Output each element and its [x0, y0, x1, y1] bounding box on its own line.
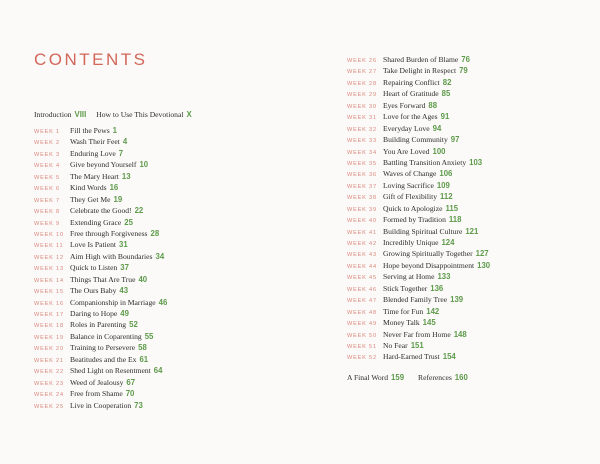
- entry-page-number: 43: [119, 286, 129, 296]
- toc-entry[interactable]: [347, 271, 490, 282]
- introduction-label[interactable]: Introduction: [34, 110, 72, 119]
- entry-title: Love for the Ages: [383, 112, 438, 122]
- toc-entry[interactable]: [347, 123, 490, 134]
- toc-entry[interactable]: [34, 342, 167, 353]
- entry-title: Incredibly Unique: [383, 238, 439, 247]
- week-label: WEEK 39: [347, 206, 377, 213]
- toc-entry[interactable]: [347, 214, 490, 225]
- week-label: WEEK 4: [34, 163, 60, 170]
- entry-page-number: 37: [120, 263, 129, 273]
- toc-entry[interactable]: [34, 159, 167, 170]
- entry-title: They Get Me: [70, 194, 111, 204]
- entry-title: No Fear: [383, 340, 408, 350]
- week-label: WEEK 7: [34, 197, 60, 204]
- entry-title: Enduring Love: [70, 148, 116, 158]
- entry-page-number: 22: [134, 206, 144, 216]
- entry-title: Eyes Forward: [383, 100, 426, 110]
- entry-title: Things That Are True: [70, 274, 136, 284]
- entry-page-number: 148: [453, 329, 467, 339]
- entry-title: Balance in Coparenting: [70, 331, 142, 341]
- how-to-use-label[interactable]: How to Use This Devotional: [96, 110, 184, 119]
- entry-title: Daring to Hope: [70, 309, 118, 318]
- entry-page-number: 118: [448, 215, 462, 225]
- toc-entry[interactable]: [347, 168, 490, 179]
- references-page-number: 160: [454, 373, 468, 382]
- week-label: WEEK 25: [34, 403, 64, 410]
- entry-page-number: 91: [440, 112, 450, 122]
- entry-title: Blended Family Tree: [383, 295, 448, 305]
- entry-page-number: 31: [118, 240, 128, 250]
- entry-page-number: 4: [122, 137, 128, 147]
- entry-page-number: 103: [469, 157, 483, 167]
- entry-title: Building Spiritual Culture: [383, 226, 463, 236]
- entry-page-number: 106: [439, 169, 453, 179]
- entry-title: Money Talk: [383, 318, 420, 328]
- toc-entry[interactable]: [34, 285, 167, 296]
- toc-entry[interactable]: [34, 297, 167, 308]
- week-label: WEEK 35: [347, 160, 377, 167]
- toc-entry[interactable]: [34, 377, 167, 388]
- week-label: WEEK 51: [347, 343, 377, 350]
- week-label: WEEK 50: [347, 332, 377, 339]
- toc-entry[interactable]: [34, 308, 167, 319]
- week-label: WEEK 15: [34, 289, 64, 296]
- week-label: WEEK 2: [34, 140, 60, 147]
- week-label: WEEK 3: [34, 151, 60, 158]
- entry-title: Beatitudes and the Ex: [70, 354, 137, 364]
- toc-entry[interactable]: [347, 317, 490, 328]
- entry-page-number: 55: [144, 331, 154, 341]
- toc-entry[interactable]: [347, 157, 490, 168]
- entry-page-number: 79: [459, 66, 468, 76]
- entry-title: Quick to Apologize: [383, 203, 443, 213]
- toc-entry[interactable]: [34, 171, 167, 182]
- week-label: WEEK 20: [34, 346, 64, 353]
- entry-title: Companionship in Marriage: [70, 297, 156, 307]
- toc-entry[interactable]: [347, 306, 490, 317]
- entry-title: Time for Fun: [383, 306, 424, 316]
- entry-title: Hard-Earned Trust: [383, 352, 440, 362]
- toc-entry[interactable]: [347, 329, 490, 340]
- week-label: WEEK 13: [34, 266, 64, 273]
- entry-title: Extending Grace: [70, 217, 122, 227]
- entry-page-number: 46: [158, 297, 168, 307]
- toc-entry[interactable]: [34, 400, 167, 411]
- entry-title: Waves of Change: [383, 169, 437, 179]
- entry-page-number: 70: [125, 389, 135, 399]
- week-label: WEEK 1: [34, 129, 60, 135]
- entry-title: Take Delight in Respect: [383, 66, 457, 76]
- toc-entry[interactable]: [347, 237, 490, 248]
- toc-entry[interactable]: [347, 54, 490, 65]
- week-label: WEEK 12: [34, 254, 64, 261]
- entry-title: Stick Together: [383, 283, 428, 293]
- entry-page-number: 133: [437, 272, 451, 282]
- entry-title: Gift of Flexibility: [383, 192, 437, 202]
- entry-title: Quick to Listen: [70, 263, 118, 273]
- toc-entry[interactable]: [34, 388, 167, 399]
- toc-entry[interactable]: [34, 228, 167, 239]
- entry-page-number: 58: [138, 343, 147, 353]
- entry-page-number: 154: [442, 352, 456, 362]
- toc-entry[interactable]: [347, 88, 490, 99]
- entry-page-number: 28: [150, 228, 160, 238]
- final-word-label[interactable]: A Final Word: [347, 373, 389, 382]
- toc-entry[interactable]: [347, 146, 490, 157]
- entry-page-number: 34: [155, 251, 165, 261]
- intro-line: [34, 110, 192, 119]
- entry-page-number: 61: [139, 354, 149, 364]
- week-label: WEEK 33: [347, 138, 377, 145]
- week-label: WEEK 38: [347, 195, 377, 202]
- entry-title: Heart of Gratitude: [383, 89, 439, 99]
- entry-page-number: 85: [441, 89, 451, 99]
- entry-page-number: 73: [134, 400, 143, 410]
- entry-title: The Mary Heart: [70, 171, 119, 181]
- entry-title: Roles in Parenting: [70, 320, 127, 330]
- entry-title: Never Far from Home: [383, 329, 451, 339]
- entry-title: Battling Transition Anxiety: [383, 157, 467, 167]
- entry-title: Aim High with Boundaries: [70, 251, 153, 261]
- entry-page-number: 112: [440, 192, 453, 202]
- entry-page-number: 52: [129, 320, 138, 330]
- week-label: WEEK 43: [347, 252, 377, 259]
- entry-title: Give beyond Yourself: [70, 160, 137, 170]
- toc-entry[interactable]: [34, 205, 167, 216]
- entry-title: Free from Shame: [70, 389, 123, 399]
- toc-entry[interactable]: [34, 217, 167, 228]
- week-label: WEEK 41: [347, 229, 377, 236]
- week-label: WEEK 46: [347, 286, 377, 293]
- entry-title: Everyday Love: [383, 123, 430, 133]
- entry-page-number: 25: [124, 217, 133, 227]
- entry-title: Weed of Jealousy: [70, 377, 124, 387]
- entry-page-number: 115: [445, 203, 459, 213]
- week-label: WEEK 21: [34, 357, 64, 364]
- entry-page-number: 151: [410, 340, 424, 350]
- entry-title: The Ours Baby: [70, 286, 117, 296]
- entry-page-number: 136: [430, 283, 444, 293]
- entry-page-number: 19: [113, 194, 123, 204]
- entry-page-number: 40: [138, 274, 148, 284]
- entry-title: Live in Cooperation: [70, 400, 132, 410]
- entry-title: Shared Burden of Blame: [383, 55, 459, 64]
- week-label: WEEK 48: [347, 309, 377, 316]
- toc-entry[interactable]: [347, 260, 490, 271]
- week-label: WEEK 37: [347, 183, 377, 190]
- entry-page-number: 67: [126, 377, 136, 387]
- entry-page-number: 49: [120, 309, 129, 318]
- entry-page-number: 7: [118, 148, 124, 158]
- week-label: WEEK 14: [34, 277, 64, 284]
- entry-page-number: 127: [475, 249, 489, 259]
- introduction-page-number: VIII: [74, 110, 87, 119]
- toc-entry[interactable]: [347, 180, 490, 191]
- page-title: CONTENTS: [34, 50, 148, 69]
- entry-page-number: 94: [432, 123, 442, 133]
- toc-entry[interactable]: [34, 194, 167, 205]
- entry-page-number: 142: [426, 306, 440, 316]
- entry-title: You Are Loved: [383, 146, 430, 156]
- toc-entry[interactable]: [347, 351, 490, 362]
- week-label: WEEK 32: [347, 126, 377, 133]
- week-label: WEEK 9: [34, 220, 60, 227]
- toc-entry[interactable]: [347, 100, 490, 111]
- entry-page-number: 13: [121, 171, 131, 181]
- entry-page-number: 1: [112, 126, 118, 135]
- entry-title: Formed by Tradition: [383, 215, 446, 225]
- toc-entry[interactable]: [34, 262, 167, 273]
- how-to-use-page-number: X: [186, 110, 192, 119]
- toc-entry[interactable]: [347, 191, 490, 202]
- toc-entry[interactable]: [34, 125, 167, 136]
- entry-title: Growing Spiritually Together: [383, 249, 473, 259]
- entry-page-number: 97: [450, 135, 460, 145]
- entry-title: Training to Persevere: [70, 343, 136, 353]
- toc-entry[interactable]: [347, 283, 490, 294]
- week-label: WEEK 36: [347, 172, 377, 179]
- toc-entry[interactable]: [347, 226, 490, 237]
- entry-title: Loving Sacrifice: [383, 180, 434, 190]
- week-label: WEEK 29: [347, 92, 377, 99]
- week-label: WEEK 47: [347, 298, 377, 305]
- week-label: WEEK 52: [347, 355, 377, 362]
- week-label: WEEK 40: [347, 218, 377, 225]
- week-label: WEEK 22: [34, 369, 64, 376]
- toc-entry[interactable]: [34, 136, 167, 147]
- toc-entry[interactable]: [347, 65, 490, 76]
- entry-title: Shed Light on Resentment: [70, 366, 151, 376]
- week-label: WEEK 19: [34, 334, 64, 341]
- week-label: WEEK 24: [34, 392, 64, 399]
- toc-entry[interactable]: [34, 274, 167, 285]
- week-label: WEEK 30: [347, 103, 377, 110]
- toc-entry[interactable]: [34, 319, 167, 330]
- week-label: WEEK 11: [34, 243, 64, 250]
- week-label: WEEK 5: [34, 174, 60, 181]
- week-label: WEEK 17: [34, 312, 64, 318]
- entry-title: Kind Words: [70, 183, 107, 193]
- week-label: WEEK 31: [347, 115, 377, 122]
- entry-title: Serving at Home: [383, 272, 435, 282]
- week-label: WEEK 27: [347, 69, 377, 76]
- week-label: WEEK 18: [34, 323, 64, 330]
- toc-entry[interactable]: [34, 148, 167, 159]
- entry-title: Repairing Conflict: [383, 77, 440, 87]
- entry-page-number: 64: [153, 366, 163, 376]
- contents-column-right: [347, 54, 490, 363]
- references-label[interactable]: References: [418, 373, 452, 382]
- toc-entry[interactable]: [347, 294, 490, 305]
- entry-page-number: 124: [441, 238, 455, 247]
- toc-entry[interactable]: [347, 340, 490, 351]
- week-label: WEEK 42: [347, 241, 377, 247]
- toc-entry[interactable]: [34, 251, 167, 262]
- toc-entry[interactable]: [34, 239, 167, 250]
- week-label: WEEK 10: [34, 231, 64, 238]
- entry-page-number: 130: [477, 260, 491, 270]
- entry-title: Love Is Patient: [70, 240, 116, 250]
- toc-entry[interactable]: [347, 77, 490, 88]
- toc-entry[interactable]: [347, 203, 490, 214]
- entry-title: Celebrate the Good!: [70, 206, 132, 216]
- week-label: WEEK 26: [347, 58, 377, 64]
- entry-page-number: 121: [465, 226, 479, 236]
- toc-entry[interactable]: [347, 111, 490, 122]
- entry-title: Free through Forgiveness: [70, 228, 148, 238]
- week-label: WEEK 49: [347, 321, 377, 328]
- toc-entry[interactable]: [34, 365, 167, 376]
- week-label: WEEK 45: [347, 275, 377, 282]
- week-label: WEEK 44: [347, 263, 377, 270]
- week-label: WEEK 28: [347, 80, 377, 87]
- entry-page-number: 100: [432, 146, 446, 156]
- toc-entry[interactable]: [34, 331, 167, 342]
- week-label: WEEK 16: [34, 300, 64, 307]
- entry-page-number: 88: [428, 100, 438, 110]
- toc-entry[interactable]: [34, 182, 167, 193]
- entry-page-number: 82: [442, 77, 452, 87]
- toc-entry[interactable]: [34, 354, 167, 365]
- entry-title: Wash Their Feet: [70, 137, 120, 147]
- entry-page-number: 109: [436, 180, 450, 190]
- entry-page-number: 10: [139, 160, 149, 170]
- week-label: WEEK 23: [34, 380, 64, 387]
- entry-page-number: 139: [450, 295, 464, 305]
- entry-title: Fill the Pews: [70, 126, 110, 135]
- toc-entry[interactable]: [347, 248, 490, 259]
- entry-title: Building Community: [383, 135, 448, 145]
- week-label: WEEK 34: [347, 149, 377, 156]
- contents-column-left: [34, 125, 167, 411]
- entry-page-number: 16: [109, 183, 119, 193]
- week-label: WEEK 6: [34, 186, 60, 193]
- toc-entry[interactable]: [347, 134, 490, 145]
- entry-page-number: 145: [422, 318, 436, 328]
- entry-title: Hope beyond Disappointment: [383, 260, 475, 270]
- closing-line: [347, 373, 468, 382]
- week-label: WEEK 8: [34, 209, 60, 216]
- final-word-page-number: 159: [391, 373, 405, 382]
- entry-page-number: 76: [461, 55, 470, 64]
